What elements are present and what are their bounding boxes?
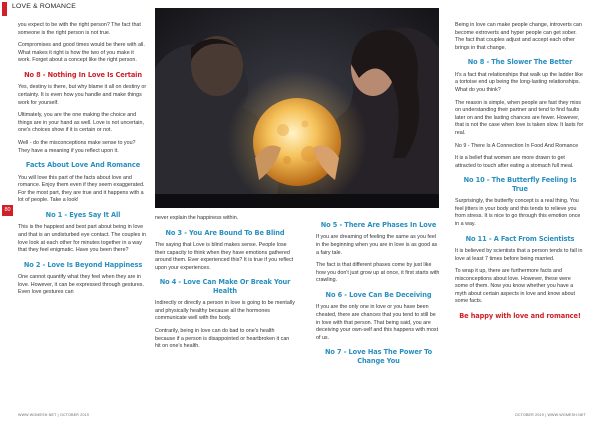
paragraph: It is a belief that women are more drawn to get attracted to touch after eating a stomach full meal. — [455, 155, 574, 169]
paragraph: Ultimately, you are the one making the choice and things are in your hand as well. Love is not uncertain, one's choices show if it is certain or not. — [18, 112, 144, 134]
heading-no7: No 7 - Love Has The Power To Change You — [324, 348, 433, 365]
heading-no4: No 4 - Love Can Make Or Break Your Health — [159, 278, 291, 295]
paragraph: Being in love can make people change, introverts can become extroverts and hyper people can get sober. The fact that couples adjust and accept each other brings in that change. — [455, 22, 582, 51]
couple-moon-lamp-photo — [155, 8, 439, 208]
heading-no2: No 2 - Love Is Beyond Happiness — [23, 260, 143, 269]
paragraph: The reason is simple, when people are fast they miss on understanding their partner and tend to find faults later on and the lasting chances are fewer. However, that is not the case when love is taken slow. It lasts for real. — [455, 99, 584, 136]
paragraph: Yes, destiny is there, but why blame it all on destiny or certainty. It is even how you handle and make things work for yourself. — [18, 84, 147, 106]
footer-right: OCTOBER 2019 | WWW.WGMESH.NET — [514, 413, 586, 417]
column-4 — [455, 22, 585, 325]
paragraph: It's a fact that relationships that walk up the ladder like a tortoise end up being the long-lasting relationships. What do you think? — [455, 71, 583, 93]
paragraph: The fact is that different phases come by just like how you don't just grow up at once, it first starts with crawling. — [316, 262, 440, 284]
paragraph: This is the happiest and best part about being in love and that is an undisturbed eye contact. The couples in love look at each other for minutes together in a way that they feel enigmatic. Have you been there? — [18, 224, 146, 254]
paragraph: Well - do the misconceptions make sense to you? They have a meaning if you reflect upon it. — [18, 139, 136, 154]
paragraph: never explain the happiness within. — [155, 215, 239, 221]
photo-illustration — [155, 8, 439, 208]
paragraph: you expect to be with the right person? The fact that someone is the right person is not true. — [18, 22, 141, 36]
section-marker — [2, 2, 7, 16]
paragraph: If you are the only one in love or you have been cheated, there are chances that you tend to still be in love with that person. That being said, you are deceiving your own-self and this happens with most of us. — [316, 304, 439, 341]
heading-no5: No 5 - There Are Phases In Love — [320, 221, 437, 229]
footer-left: WWW.WGMESH.NET | OCTOBER 2019 — [18, 413, 90, 417]
column-3 — [316, 215, 441, 370]
closing-line: Be happy with love and romance! — [459, 312, 581, 321]
paragraph: You will love this part of the facts about love and romance. Enjoy them even if they seem exaggerated. For the most part, they are true and it happens with a lot of people. Take a look! — [18, 174, 145, 204]
heading-no10: No 10 - The Butterfly Feeling Is True — [463, 176, 577, 193]
paragraph: One cannot quantify what they feel when they are in love. However, it can be expressed through gestures. Even love gestures can — [18, 274, 144, 296]
paragraph: The saying that Love is blind makes sense. People lose their capacity to think when they have emotions gathered around them. Ever experienced this? It is true if you reflect upon your experiences. — [155, 242, 294, 271]
heading-no8-slower: No 8 - The Slower The Better — [467, 58, 573, 67]
paragraph: If you are dreaming of feeling the same as you feel in the beginning when you are in love is as good as a fairy tale. — [316, 234, 438, 256]
column-1 — [18, 22, 148, 302]
column-2 — [155, 215, 295, 356]
heading-no11: No 11 - A Fact From Scientists — [465, 234, 575, 243]
paragraph: Indirectly or directly a person in love is going to be mentally and physically healthy because all the hormones communicate well with the body. — [155, 300, 295, 322]
paragraph: To wrap it up, there are furthermore facts and misconceptions about love. However, these were some of them. Now you know whether you have a myth about certain aspects in love and know about some facts. — [455, 268, 576, 305]
heading-no8-certain: No 8 - Nothing In Love Is Certain — [24, 70, 142, 79]
paragraph: Compromises and good times would be there with all. What makes it right is how the two of you make it work. Forget about a concept like the right person. — [18, 42, 145, 64]
heading-facts: Facts About Love And Romance — [25, 161, 141, 170]
paragraph: Contrarily, being in love can do bad to one's health because if a person is disappointed or heartbroken it can hit on one's health. — [155, 327, 290, 350]
heading-no3: No 3 - You Are Bound To Be Blind — [165, 228, 285, 237]
section-title: LOVE & ROMANCE — [12, 3, 76, 10]
paragraph: It is believed by scientists that a person tends to fall in love at least 7 times before being married. — [455, 247, 583, 262]
heading-no6: No 6 - Love Can Be Deceiving — [325, 290, 432, 299]
page-number: 80 — [2, 205, 13, 216]
paragraph: No 9 - There Is A Connection In Food And Romance — [455, 142, 579, 149]
paragraph: Surprisingly, the butterfly concept is a real thing. You feel jitters in your body and this tends to relieve you from stress. It is nice to go through this emotion once in a way. — [455, 198, 581, 227]
heading-no1: No 1 - Eyes Say It All — [45, 210, 121, 219]
